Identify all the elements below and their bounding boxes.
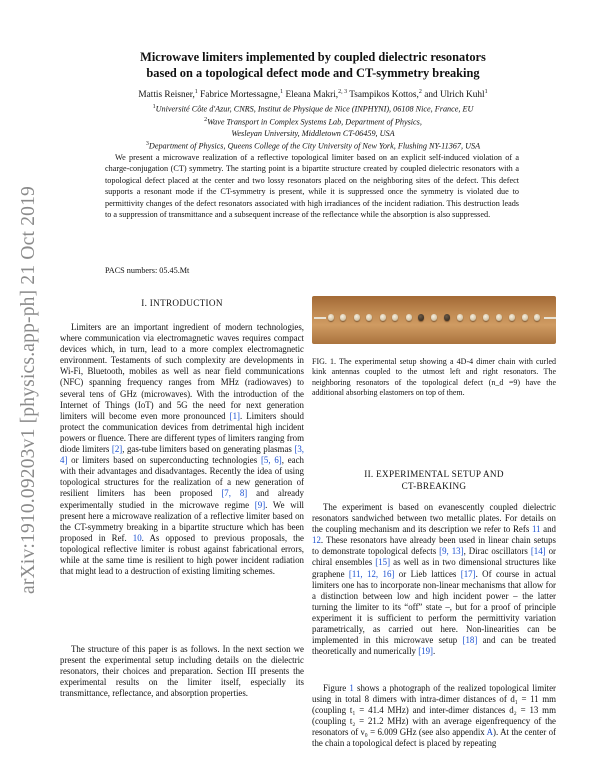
resonator xyxy=(470,314,476,321)
setup-paragraph-2 xyxy=(312,683,556,750)
setup-paragraph-1 xyxy=(312,502,556,657)
abstract: We present a microwave realization of a reflective topological limiter based on an explicit self-induced violation of a charge-conjugation (CT) symmetry. The starting point is a bipartite structure created by coupled dielectric resonators with a topological defect placed at the center and two lossy resonators placed on the neighboring sites of the defect. This defect supports a resonant mode if the CT-symmetry is present, while it is suppressed once the symmetry is violated due to permittivity changes of the defect resonators associated with high irradiances of the incident radiation. This destruction leads to a suppression of transmittance and a subsequent increase of the reflectance while the absorption is also suppressed. xyxy=(105,153,519,220)
body-text: and already experimentally studied in the microwave regime xyxy=(60,488,304,510)
citation-link[interactable]: [5, 6] xyxy=(260,455,282,466)
author-list xyxy=(80,89,546,100)
section-heading-experimental-setup xyxy=(312,468,556,492)
body-text: or Lieb lattices xyxy=(394,568,461,579)
citation-link[interactable]: [9, 13] xyxy=(439,546,464,557)
citation-link[interactable]: [7, 8] xyxy=(221,488,248,499)
body-text: or chiral ensembles xyxy=(312,546,556,568)
body-text: , gas-tube limiters based on generating plasmas xyxy=(122,444,295,455)
affil-number: 1 xyxy=(152,104,156,110)
pacs-numbers: PACS numbers: 05.45.Mt xyxy=(105,266,190,275)
resonator xyxy=(354,314,360,321)
figure-link[interactable]: 1 xyxy=(349,683,354,693)
section-heading-introduction: I. INTRODUCTION xyxy=(141,298,223,308)
body-text: . We will present here a microwave realization of a reflective limiter based on the CT-symmetry breaking in a bipartite structure which has been proposed in Ref. xyxy=(60,499,304,543)
author-name: Eleana Makri, xyxy=(283,90,339,101)
affil-text: Université Côte d'Azur, CNRS, Institut de Physique de Nice (INPHYNI), 06108 Nice, France, EU xyxy=(155,104,474,114)
title-line-1: Microwave limiters implemented by coupled dielectric resonators xyxy=(140,50,486,64)
body-text: The structure of this paper is as follows. In the next section we present the experimental setup including details on the dielectric resonators, their choices and preparation. Section III presents the experimental results on the limiter itself, especially its transmittance, reflectance, and absorption properties. xyxy=(60,644,304,699)
affil-text: Department of Physics, Queens College of the City University of New York, Flushing NY-11367, USA xyxy=(148,142,481,152)
body-text: . Of course in actual limiters one has to incorporate non-linear mechanisms that allow for a distinction between low and high incident power – the latter turning the limiter to its “off” state –, but for a proof of principle experiment it is sufficient to perform the permittivity variation parametrically, as carried out here. Non-linearities can be implemented in this microwave setup xyxy=(312,568,556,646)
body-text: Figure xyxy=(323,683,350,693)
body-text: , Dirac oscillators xyxy=(463,546,531,557)
citation-link[interactable]: [9] xyxy=(254,499,266,510)
citation-link[interactable]: 11 xyxy=(531,524,541,535)
resonator xyxy=(509,314,515,321)
citation-link[interactable]: 12 xyxy=(312,535,321,546)
body-text: as well as in two dimensional structures like graphene xyxy=(312,557,556,579)
affil-number: 2 xyxy=(204,117,208,124)
citation-link[interactable]: [11, 12, 16] xyxy=(348,568,395,579)
section-heading-line: CT-BREAKING xyxy=(401,481,467,491)
body-text: shows a photograph of the realized topological limiter using in total 8 dimers with intra-dimer distances of d₁ = 11 mm (coupling t₁ = 41.4 MHz) and inter-dimer distances d₂ = 13 mm (coupling t₂ = 21.2 MHz) with an average eigenfrequency of the resonators of ν₀ = 6.009 GHz (see also appendix xyxy=(312,683,556,738)
body-text: . As opposed to previous proposals, the topological reflective limiter is robust against fabricational errors, while at the same time is resilient to high power incident radiation that might lead to a destruction of existing limiting schemes. xyxy=(60,532,304,577)
resonator xyxy=(392,314,398,321)
author-affil-mark: 1 xyxy=(194,89,198,95)
citation-link[interactable]: [17] xyxy=(460,568,476,579)
affiliation-2b: Wesleyan University, Middletown CT-06459, USA xyxy=(231,129,395,139)
resonator xyxy=(496,314,502,321)
resonator xyxy=(340,314,346,321)
resonator xyxy=(366,314,372,321)
arxiv-id: arXiv:1910.09203v1 [physics.app-ph] 21 Oct 2019 xyxy=(18,185,39,595)
antenna-right xyxy=(544,317,556,319)
figure-1-caption: FIG. 1. The experimental setup showing a 4D-4 dimer chain with curled kink antennas coupled to the utmost left and right resonators. The neighboring resonators of the topological defect (n_d =9) have the additional absorbing elastomers on top of them. xyxy=(312,357,556,397)
author-affil-mark: 1 xyxy=(280,89,284,95)
affil-text: Wave Transport in Complex Systems Lab, Department of Physics, xyxy=(207,117,422,127)
citation-link[interactable]: [18] xyxy=(462,635,478,646)
body-text: . Limiters should protect the communication devices from detrimental high incident powers or fluence. There are different types of limiters ranging from diode limiters xyxy=(60,410,304,455)
citation-link[interactable]: [3, 4] xyxy=(60,444,304,466)
affiliations xyxy=(80,102,546,152)
resonator xyxy=(406,314,412,321)
citation-link[interactable]: [14] xyxy=(530,546,546,557)
absorbing-resonator xyxy=(444,314,450,321)
author-name: Tsampikos Kottos, xyxy=(347,90,419,101)
author-affil-mark: 2, 3 xyxy=(338,89,348,95)
affiliation-3 xyxy=(80,139,546,152)
citation-link[interactable]: [19] xyxy=(418,646,434,657)
body-text: . xyxy=(433,646,436,657)
body-text: or limiters based on superconducting technologies xyxy=(67,455,261,466)
figure-1-photo xyxy=(312,296,556,344)
paper-title xyxy=(80,50,546,81)
author-affil-mark: 1 xyxy=(484,89,488,95)
resonator xyxy=(522,314,528,321)
resonator xyxy=(457,314,463,321)
author-name: and Ulrich Kuhl xyxy=(421,90,485,101)
resonator xyxy=(328,314,334,321)
body-text: The experiment is based on evanescently coupled dielectric resonators sandwiched between two metallic plates. For details on the coupling mechanism and its description we refer to Refs xyxy=(312,502,556,535)
affiliation-1 xyxy=(80,102,546,115)
appendix-link[interactable]: A xyxy=(486,727,494,738)
antenna-left xyxy=(314,317,326,319)
body-text: and can be treated theoretically and numerically xyxy=(312,635,556,657)
body-text: , each with their advantages and disadvantages. Recently the idea of using topological structures for the realization of a new generation of resilient limiters has been proposed xyxy=(60,455,304,499)
citation-link[interactable]: [15] xyxy=(375,557,391,568)
section-heading-line: II. EXPERIMENTAL SETUP AND xyxy=(364,469,504,479)
body-text: ). At the center of the chain a topological defect is placed by repeating xyxy=(312,727,556,749)
citation-link[interactable]: [2] xyxy=(111,444,123,455)
affil-number: 3 xyxy=(145,141,149,148)
defect-resonator xyxy=(431,314,437,321)
resonator xyxy=(380,314,386,321)
affiliation-2 xyxy=(80,115,546,128)
title-line-2: based on a topological defect mode and CT-symmetry breaking xyxy=(146,65,480,80)
citation-link[interactable]: [1] xyxy=(229,410,240,421)
intro-paragraph-1 xyxy=(60,322,304,577)
body-text: and xyxy=(540,524,556,535)
resonator xyxy=(534,314,540,321)
intro-paragraph-2 xyxy=(60,644,304,699)
author-name: Fabrice Mortessagne, xyxy=(197,90,281,101)
author-affil-mark: 2 xyxy=(418,89,422,95)
body-text: . These resonators have already been used in linear chain setups to demonstrate topological defects xyxy=(312,535,556,557)
citation-link[interactable]: 10 xyxy=(132,532,142,543)
body-text: Limiters are an important ingredient of modern technologies, where communication via electromagnetic waves requires compact devices which, in turn, lead to a more complex electromagnetic environment. Testaments of such complexity are developments in Wi-Fi, Bluetooth, mobiles as well as near field communications (NFC) spanning frequency ranges from MHz (radiowaves) to several tens of GHz (microwaves). With the introduction of the Internet of Things (IoT) and 5G the need for next generation limiters will become even more pronounced xyxy=(60,322,304,421)
resonator xyxy=(483,314,489,321)
author-name: Mattis Reisner, xyxy=(138,90,195,101)
absorbing-resonator xyxy=(418,314,424,321)
arxiv-watermark xyxy=(14,160,44,620)
